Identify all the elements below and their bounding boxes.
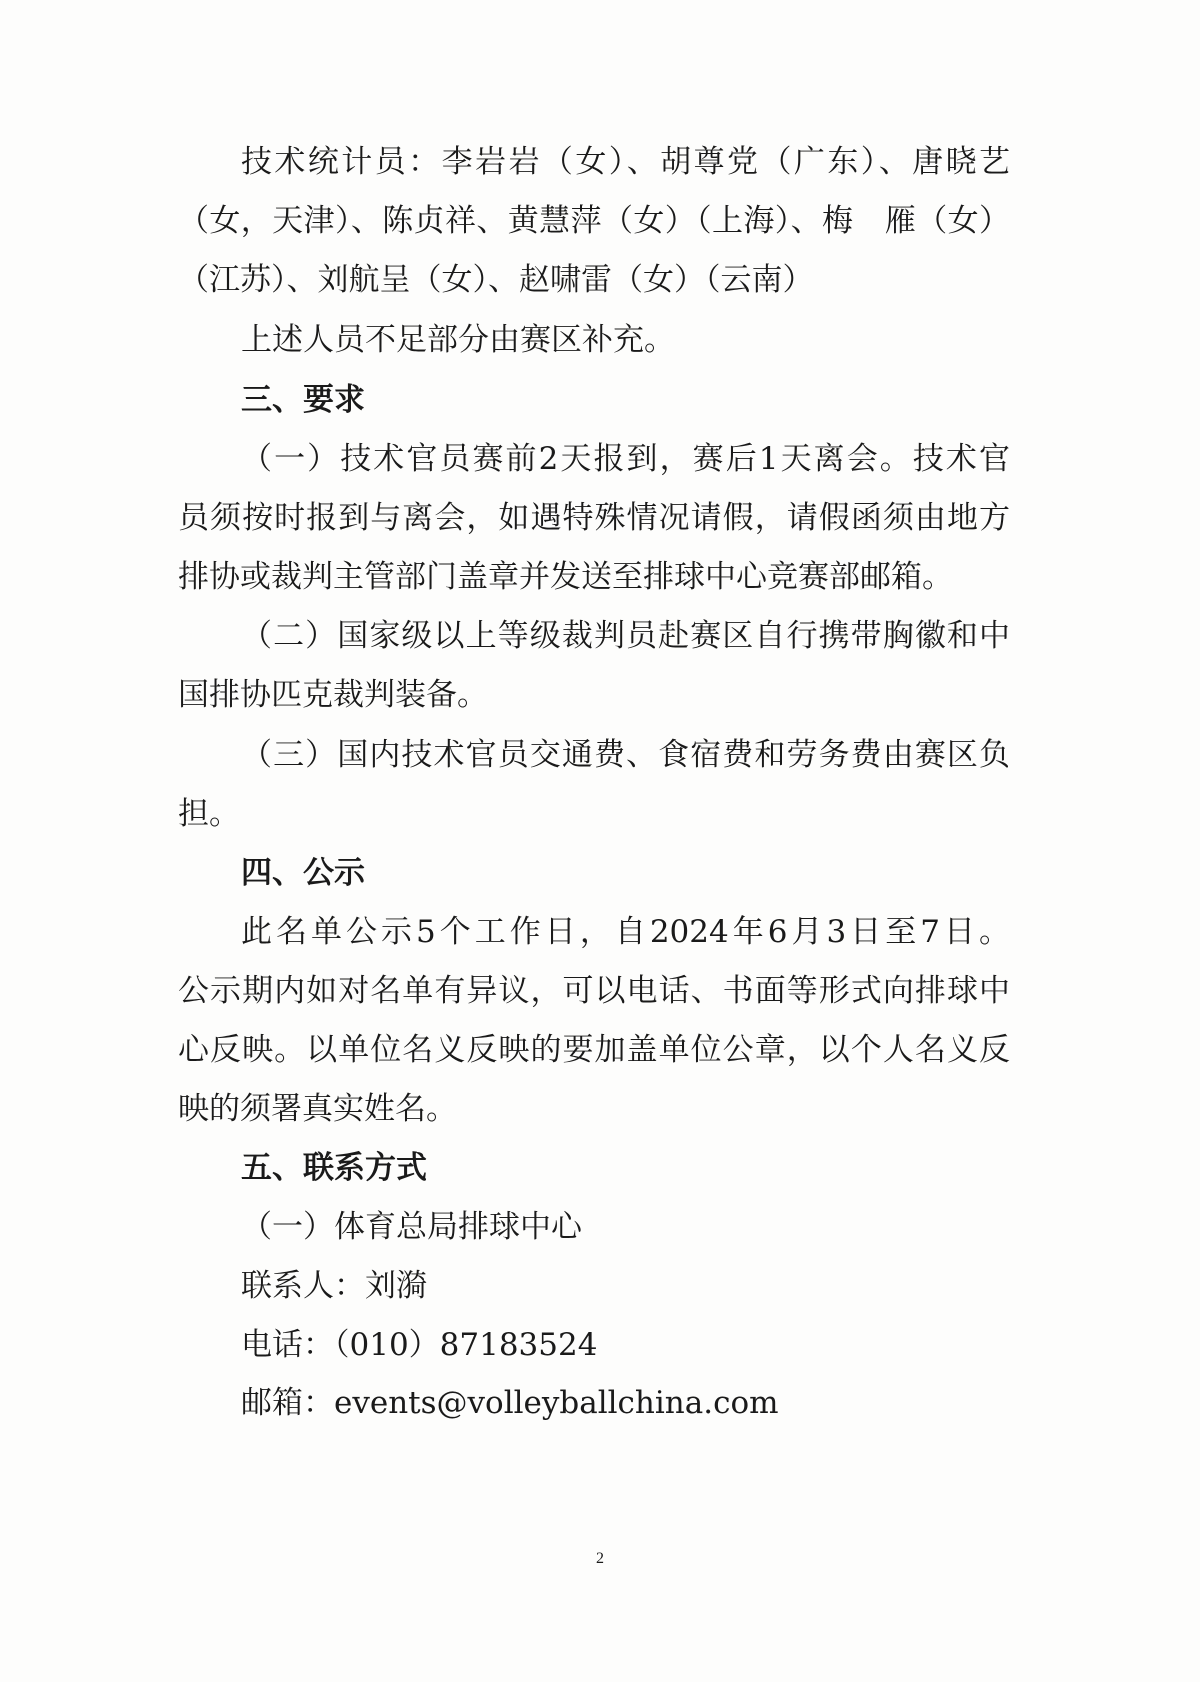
text-line: （三）国内技术官员交通费、食宿费和劳务费由赛区负 (241, 737, 1010, 773)
text-line: 上述人员不足部分由赛区补充。 (241, 322, 675, 358)
text-line: 心反映。以单位名义反映的要加盖单位公章，以个人名义反 (178, 1032, 1010, 1068)
text-line: （二）国家级以上等级裁判员赴赛区自行携带胸徽和中 (241, 618, 1010, 654)
contact-person: 联系人：刘漪 (241, 1268, 427, 1304)
contact-phone: 电话：（010）87183524 (241, 1327, 598, 1363)
contact-email: 邮箱：events@volleyballchina.com (241, 1385, 779, 1421)
section-heading-publicity: 四、公示 (241, 855, 365, 891)
text-line: （江苏）、刘航呈（女）、赵啸雷（女）（云南） (178, 262, 814, 298)
text-line: 担。 (178, 796, 240, 832)
page-number: 2 (596, 1550, 604, 1567)
text-line: （一）体育总局排球中心 (241, 1209, 582, 1245)
text-line: 映的须署真实姓名。 (178, 1091, 457, 1127)
text-line: （女，天津）、陈贞祥、黄慧萍（女）（上海）、梅 雁（女） (178, 203, 1010, 239)
text-line: 员须按时报到与离会，如遇特殊情况请假，请假函须由地方 (178, 500, 1010, 536)
text-line: 排协或裁判主管部门盖章并发送至排球中心竞赛部邮箱。 (178, 559, 953, 595)
text-line: （一）技术官员赛前2天报到，赛后1天离会。技术官 (241, 441, 1010, 477)
section-heading-requirements: 三、要求 (241, 382, 365, 418)
section-heading-contact: 五、联系方式 (241, 1150, 427, 1186)
text-line: 国排协匹克裁判装备。 (178, 677, 488, 713)
text-line: 此名单公示5个工作日，自2024年6月3日至7日。 (241, 914, 1010, 950)
text-line: 公示期内如对名单有异议，可以电话、书面等形式向排球中 (178, 973, 1010, 1009)
text-line: 技术统计员：李岩岩（女）、胡尊党（广东）、唐晓艺 (241, 144, 1010, 180)
